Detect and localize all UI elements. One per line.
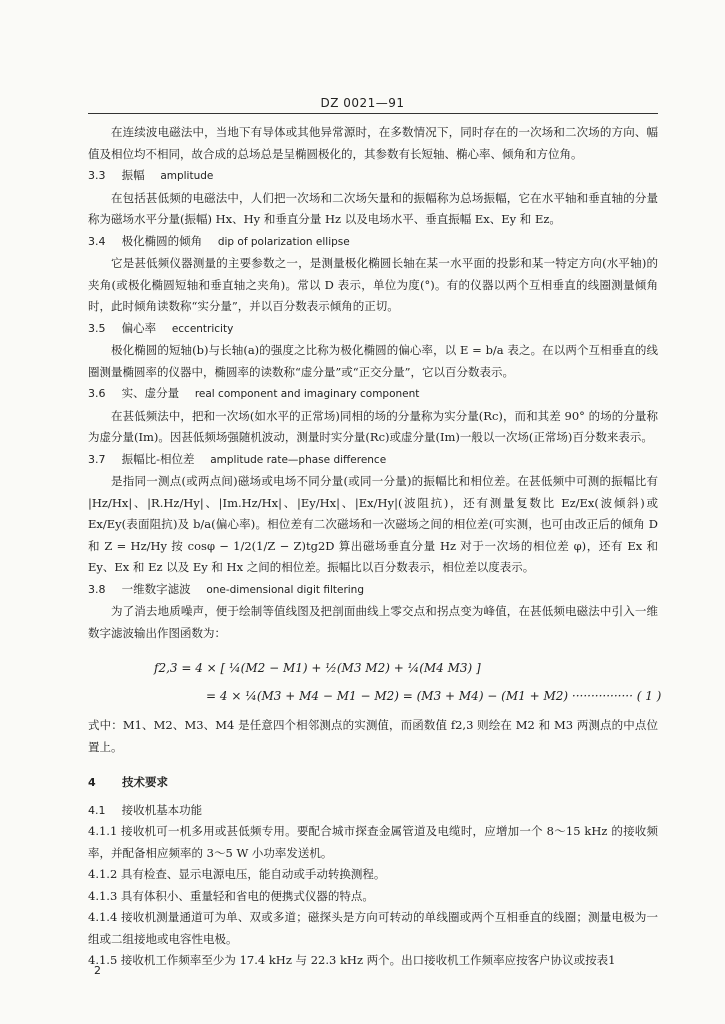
clause-4-1-4: 4.1.4 接收机测量通道可为单、双或多道；磁探头是方向可转动的单线圈或两个互相垂直的线圈；测量电极为一组或二组接地或电容性电极。: [88, 910, 658, 946]
section-heading-3-3: 3.3 振幅 amplitude: [88, 168, 214, 182]
section-heading-3-6: 3.6 实、虚分量 real component and imaginary component: [88, 386, 420, 400]
paragraph-formula-note: 式中：M1、M2、M3、M4 是任意四个相邻测点的实测值，而函数值 f2,3 则绘在 M2 和 M3 两测点的中点位置上。: [88, 718, 658, 754]
chapter-heading-4: 4 技术要求: [88, 775, 169, 789]
clause-4-1-1: 4.1.1 接收机可一机多用或甚低频专用。要配合城市探查金属管道及电缆时，应增加一个 8～15 kHz 的接收频率，并配备相应频率的 3～5 W 小功率发送机。: [88, 824, 658, 860]
paragraph-real-imaginary: 在甚低频法中，把和一次场(如水平的正常场)同相的场的分量称为实分量(Rc)，而和其差 90° 的场的分量称为虚分量(Im)。因甚低频场强随机波动，测量时实分量(Rc)或虚分量(Im)一般以一次场(正常场)百分数来表示。: [88, 408, 658, 444]
paragraph-digit-filtering: 为了消去地质噪声，便于绘制等值线图及把剖面曲线上零交点和拐点变为峰值，在甚低频电磁法中引入一维数字滤波输出作图函数为：: [88, 604, 658, 640]
clause-4-1-3: 4.1.3 具有体积小、重量轻和省电的便携式仪器的特点。: [88, 888, 374, 903]
paragraph-ellipse-polarization: 在连续波电磁法中，当地下有导体或其他异常源时，在多数情况下，同时存在的一次场和二次场的方向、幅值及相位均不相同，故合成的总场总是呈椭圆极化的，其参数有长短轴、椭心率、倾角和方位角。: [88, 125, 658, 161]
header-rule: [88, 113, 658, 114]
clause-4-1-5: 4.1.5 接收机工作频率至少为 17.4 kHz 与 22.3 kHz 两个。出口接收机工作频率应按客户协议或按表1: [88, 953, 616, 967]
section-heading-3-4: 3.4 极化椭圆的倾角 dip of polarization ellipse: [88, 233, 350, 248]
paragraph-amplitude-phase: 是指同一测点(或两点间)磁场或电场不同分量(或同一分量)的振幅比和相位差。在甚低频中可测的振幅比有 |Hz/Hx|、|R.Hz/Hy|、|Im.Hz/Hx|、|Ey/Hx|、|Ex/Hy|(波阻抗)，还有测量复数比 Ez/Ex(波倾斜)或 Ex/Ey(表面阻抗)及 b/a(偏心率)。相位差有二次磁场和一次磁场之间的相位差(可实测，也可由改正后的倾角 D 和 Z = Hz/Hy 按 cosφ − 1/2(1/Z − Z)tg2D 算出磁场垂直分量 Hz 对于一次场的相位差 φ)，还有 Ex 和 Ey、Ex 和 Ez 以及 Ey 和 Hx 之间的相位差。振幅比以百分数表示，相位差以度表示。: [88, 474, 658, 574]
page-header: DZ 0021—91: [320, 96, 405, 110]
section-heading-3-8: 3.8 一维数字滤波 one-dimensional digit filtering: [88, 581, 365, 596]
filter-formula-line-1: f2,3 = 4 × [ ¼(M2 − M1) + ½(M3 M2) + ¼(M4 M3) ]: [154, 661, 481, 675]
paragraph-dip: 它是甚低频仪器测量的主要参数之一，是测量极化椭圆长轴在某一水平面的投影和某一特定方向(水平轴)的夹角(或极化椭圆短轴和垂直轴之夹角)。常以 D 表示，单位为度(°)。有的仪器以两个互相垂直的线圈测量倾角时，此时倾角读数称“实分量”，并以百分数表示倾角的正切。: [88, 256, 658, 313]
paragraph-amplitude: 在包括甚低频的电磁法中，人们把一次场和二次场矢量和的振幅称为总场振幅，它在水平轴和垂直轴的分量称为磁场水平分量(振幅) Hx、Hy 和垂直分量 Hz 以及电场水平、垂直振幅 Ex、Ey 和 Ez。: [88, 190, 658, 226]
section-heading-3-7: 3.7 振幅比-相位差 amplitude rate—phase difference: [88, 451, 387, 466]
section-heading-3-5: 3.5 偏心率 eccentricity: [88, 320, 234, 335]
filter-formula-line-2: = 4 × ¼(M3 + M4 − M1 − M2) = (M3 + M4) − (M1 + M2) ················ ( 1 ): [206, 688, 662, 703]
page-number: 2: [94, 964, 101, 977]
page-content: [88, 122, 662, 972]
clause-4-1-2: 4.1.2 具有检查、显示电源电压，能自动或手动转换测程。: [88, 867, 386, 881]
section-heading-4-1: 4.1 接收机基本功能: [88, 802, 203, 817]
paragraph-eccentricity: 极化椭圆的短轴(b)与长轴(a)的强度之比称为极化椭圆的偏心率，以 E = b/a 表之。在以两个互相垂直的线圈测量椭圆率的仪器中，椭圆率的读数称“虚分量”或“正交分量”，它以百分数表示。: [88, 343, 658, 379]
